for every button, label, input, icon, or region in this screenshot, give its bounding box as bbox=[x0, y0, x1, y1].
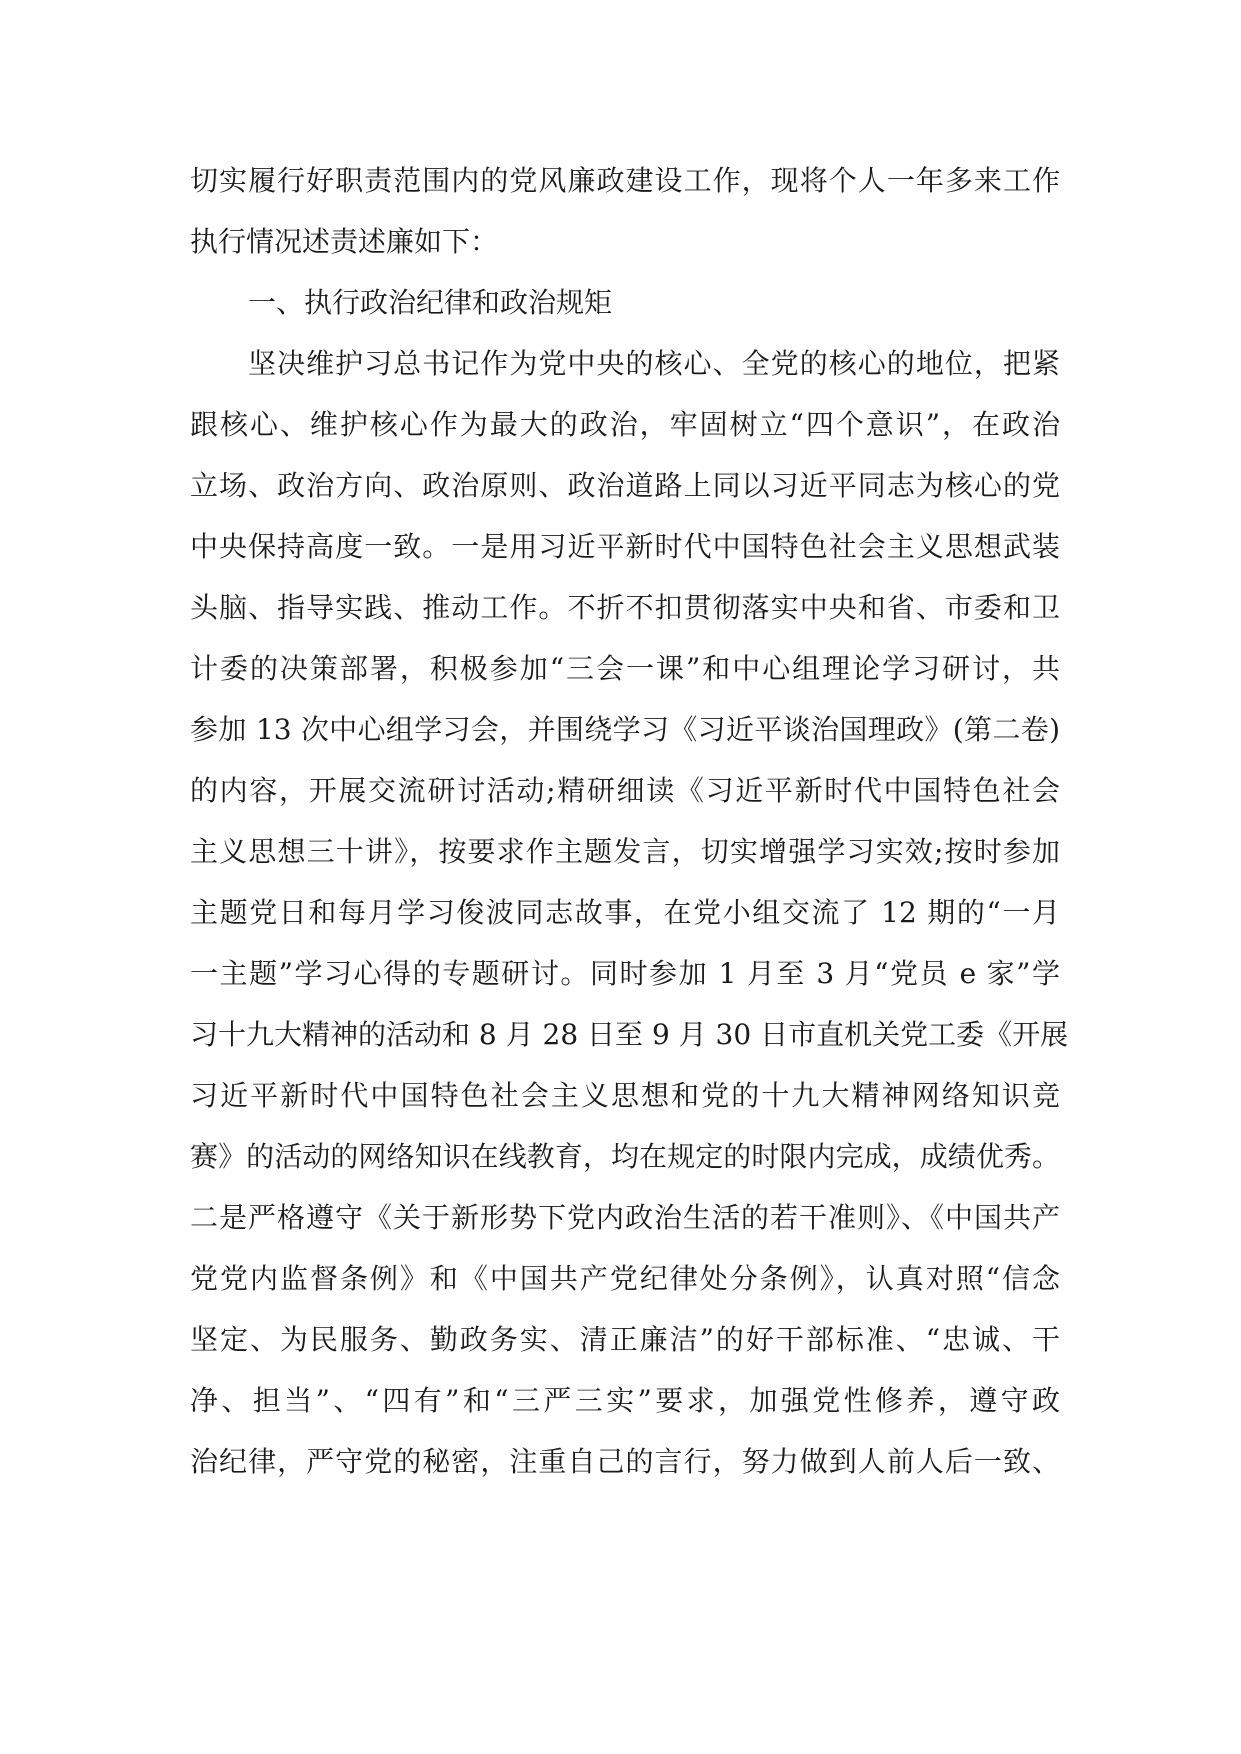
text-line: 主义思想三十讲》，按要求作主题发言，切实增强学习实效;按时参加 bbox=[190, 835, 1060, 868]
text-line: 中央保持高度一致。一是用习近平新时代中国特色社会主义思想武装 bbox=[190, 530, 1060, 563]
text-line: 跟核心、维护核心作为最大的政治，牢固树立“四个意识”，在政治 bbox=[190, 408, 1060, 441]
text-line: 的内容，开展交流研讨活动;精研细读《习近平新时代中国特色社会 bbox=[190, 774, 1060, 807]
text-line: 主题党日和每月学习俊波同志故事，在党小组交流了 12 期的“一月 bbox=[190, 896, 1060, 929]
text-line: 习十九大精神的活动和 8 月 28 日至 9 月 30 日市直机关党工委《开展 bbox=[190, 1018, 1069, 1051]
text-line: 党党内监督条例》和《中国共产党纪律处分条例》，认真对照“信念 bbox=[190, 1262, 1060, 1295]
paragraph-first-line: 坚决维护习总书记作为党中央的核心、全党的核心的地位，把紧 bbox=[248, 347, 1060, 380]
text-line: 二是严格遵守《关于新形势下党内政治生活的若干准则》、《中国共产 bbox=[190, 1201, 1060, 1234]
text-line: 头脑、指导实践、推动工作。不折不扣贯彻落实中央和省、市委和卫 bbox=[190, 591, 1060, 624]
text-line: 赛》的活动的网络知识在线教育，均在规定的时限内完成，成绩优秀。 bbox=[190, 1140, 1060, 1173]
text-line: 计委的决策部署，积极参加“三会一课”和中心组理论学习研讨，共 bbox=[190, 652, 1060, 685]
text-line: 一主题”学习心得的专题研讨。同时参加 1 月至 3 月“党员 e 家”学 bbox=[190, 957, 1060, 990]
section-heading: 一、执行政治纪律和政治规矩 bbox=[248, 286, 613, 319]
text-line: 治纪律，严守党的秘密，注重自己的言行，努力做到人前人后一致、 bbox=[190, 1445, 1060, 1478]
text-line: 坚定、为民服务、勤政务实、清正廉洁”的好干部标准、“忠诚、干 bbox=[190, 1323, 1060, 1356]
text-line: 执行情况述责述廉如下： bbox=[190, 225, 499, 258]
text-line: 切实履行好职责范围内的党风廉政建设工作，现将个人一年多来工作 bbox=[190, 164, 1060, 197]
text-line: 立场、政治方向、政治原则、政治道路上同以习近平同志为核心的党 bbox=[190, 469, 1060, 502]
text-line: 净、担当”、“四有”和“三严三实”要求，加强党性修养，遵守政 bbox=[190, 1384, 1060, 1417]
text-line: 参加 13 次中心组学习会，并围绕学习《习近平谈治国理政》(第二卷) bbox=[190, 713, 1060, 746]
document-body bbox=[190, 150, 1069, 1492]
text-line: 习近平新时代中国特色社会主义思想和党的十九大精神网络知识竞 bbox=[190, 1079, 1060, 1112]
